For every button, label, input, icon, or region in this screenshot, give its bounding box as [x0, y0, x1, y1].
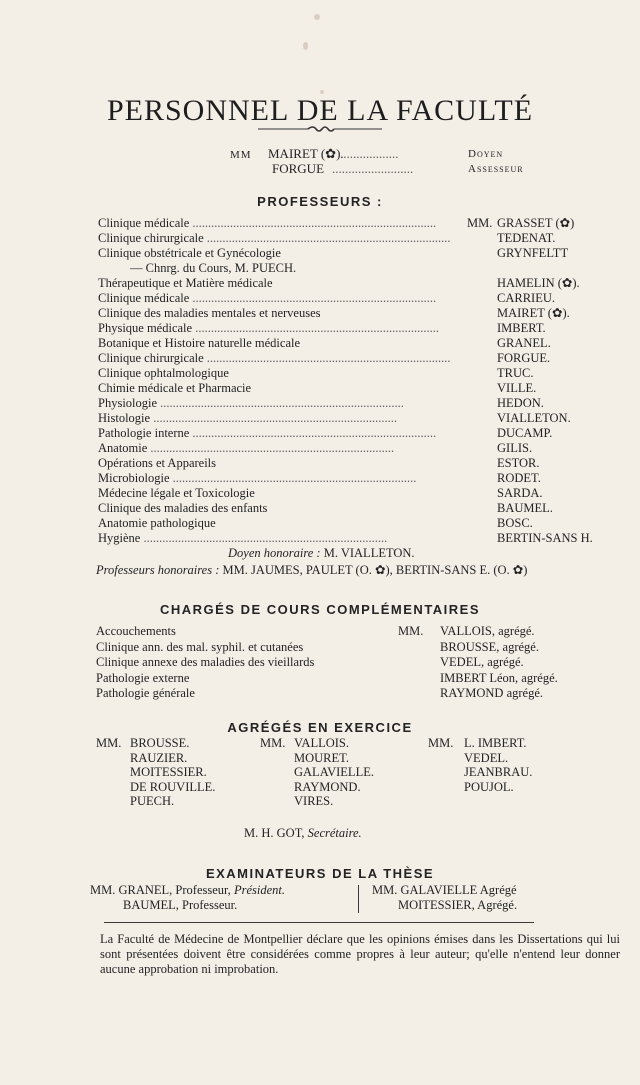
- course-label: Pathologie externe: [96, 670, 190, 685]
- mm-label: MM.: [467, 216, 493, 230]
- subject-label: Hygiène: [98, 531, 141, 545]
- subject-label: Opérations et Appareils: [98, 456, 217, 470]
- header-name-assesseur: FORGUE: [272, 161, 325, 176]
- leader-dots: ..............................................................................: [203, 351, 451, 365]
- subject-label: Microbiologie: [98, 471, 170, 485]
- agrege-name: BROUSSE.: [130, 736, 190, 750]
- subject-label: Clinique médicale: [98, 216, 190, 230]
- agreges-col-3: [428, 736, 532, 794]
- doyen-honoraire-label: Doyen honoraire :: [228, 546, 321, 560]
- leader-dots: ..............................................................................: [189, 216, 437, 230]
- professeurs-honoraires-names: MM. JAUMES, PAULET (O. ✿), BERTIN-SANS E. (O. ✿): [222, 563, 528, 577]
- agrege-name: L. IMBERT.: [464, 736, 527, 750]
- agrege-name: VIRES.: [294, 794, 334, 809]
- agrege-name: POUJOL.: [464, 779, 514, 794]
- professor-name: MAIRET (✿).: [497, 306, 570, 320]
- column-divider: [358, 885, 359, 913]
- subject-label: Clinique chirurgicale: [98, 231, 204, 245]
- agreges-col-1: [96, 736, 215, 809]
- page-title: PERSONNEL DE LA FACULTÉ: [106, 94, 534, 127]
- charge-name: IMBERT Léon, agrégé.: [440, 670, 558, 685]
- course-cell: [96, 655, 394, 670]
- subject-cell: [98, 366, 454, 381]
- subject-cell: [98, 381, 454, 396]
- subject-cell: [98, 306, 454, 321]
- subject-label: Anatomie: [98, 441, 148, 455]
- subject-label: Médecine légale et Toxicologie: [98, 486, 255, 500]
- leader-dots: ..............................................................................: [140, 531, 388, 545]
- agrege-name: DE ROUVILLE.: [130, 779, 216, 794]
- professor-name: HEDON.: [497, 396, 544, 410]
- agrege-name: RAUZIER.: [130, 750, 188, 765]
- secretaire-name: M. H. GOT,: [244, 826, 305, 840]
- subject-label: Clinique médicale: [98, 291, 190, 305]
- leader-dots: ..............................................................................: [157, 396, 404, 410]
- charge-name: VEDEL, agrégé.: [440, 655, 524, 669]
- mm-label: MM.: [96, 736, 122, 750]
- subject-label: Clinique des maladies mentales et nerveuses: [98, 306, 321, 320]
- secretaire-title: Secrétaire.: [307, 826, 362, 840]
- course-cell: [96, 686, 394, 701]
- subject-cell: [130, 261, 486, 276]
- professor-name: BOSC.: [497, 516, 533, 530]
- examinateur-name: MM. GRANEL, Professeur,: [90, 883, 231, 897]
- section-heading-agreges: AGRÉGÉS EN EXERCICE: [227, 720, 413, 735]
- subject-cell: [98, 231, 454, 246]
- subject-label: Clinique ophtalmologique: [98, 366, 229, 380]
- subject-cell: [98, 276, 454, 291]
- subject-cell: [98, 336, 454, 351]
- leader-dots: ..............................................................................: [203, 231, 451, 245]
- course-cell: [96, 640, 394, 655]
- leader-dots: ..............................................................................: [192, 321, 439, 335]
- leader-dots: ..............................................................................: [189, 291, 437, 305]
- subject-cell: [98, 441, 454, 456]
- professor-name: BAUMEL.: [497, 501, 553, 515]
- doyen-honoraire-name: M. VIALLETON.: [323, 546, 415, 560]
- stain-mark: [303, 42, 308, 50]
- subject-label: Physique médicale: [98, 321, 193, 335]
- examinateur-left-1: [90, 883, 285, 898]
- leader-dots: ..................: [340, 146, 399, 161]
- professor-name: VILLE.: [497, 381, 537, 395]
- professor-name: TEDENAT.: [497, 231, 556, 245]
- subject-label: — Chnrg. du Cours, M. PUECH.: [130, 261, 297, 275]
- course-cell: [96, 671, 394, 686]
- mm-label: MM.: [398, 624, 424, 638]
- horizontal-rule: [104, 922, 534, 923]
- course-label: Clinique annexe des maladies des vieillards: [96, 655, 315, 669]
- secretaire: [244, 826, 362, 841]
- subject-label: Anatomie pathologique: [98, 516, 216, 530]
- professor-name: BERTIN-SANS H.: [497, 531, 593, 545]
- charge-name: BROUSSE, agrégé.: [440, 639, 539, 654]
- subject-cell: [98, 351, 454, 366]
- professor-name: GRYNFELTT: [497, 246, 569, 260]
- course-label: Clinique ann. des mal. syphil. et cutanées: [96, 639, 304, 654]
- section-heading-examinateurs: EXAMINATEURS DE LA THÈSE: [205, 866, 435, 881]
- subject-label: Physiologie: [98, 396, 158, 410]
- professeurs-honoraires-label: Professeurs honoraires :: [96, 563, 220, 577]
- section-heading-professeurs: PROFESSEURS :: [257, 194, 383, 209]
- subject-label: Botanique et Histoire naturelle médicale: [98, 336, 301, 350]
- agrege-name: VALLOIS.: [294, 736, 349, 750]
- examinateur-left-2: BAUMEL, Professeur.: [123, 898, 238, 912]
- leader-dots: ..............................................................................: [169, 471, 417, 485]
- agrege-name: RAYMOND.: [294, 779, 361, 794]
- agreges-col-2: [260, 736, 374, 809]
- leader-dots: ..............................................................................: [147, 441, 395, 455]
- subject-cell: [98, 516, 454, 531]
- subject-cell: [98, 426, 454, 441]
- leader-dots: .........................: [332, 161, 414, 176]
- subject-cell: [98, 321, 454, 336]
- professor-name: CARRIEU.: [497, 291, 555, 305]
- leader-dots: ..............................................................................: [189, 426, 437, 440]
- charge-name: VALLOIS, agrégé.: [440, 624, 535, 638]
- leader-dots: ..............................................................................: [150, 411, 397, 425]
- course-label: Accouchements: [96, 624, 176, 638]
- subject-cell: [98, 246, 454, 261]
- professor-name: HAMELIN (✿).: [497, 276, 580, 290]
- professeurs-honoraires: [96, 562, 527, 578]
- charge-name: RAYMOND agrégé.: [440, 686, 543, 700]
- professor-name: VIALLETON.: [497, 411, 571, 425]
- subject-cell: [98, 216, 454, 231]
- header-role-assesseur: Assesseur: [468, 163, 524, 175]
- section-heading-charges: CHARGÉS DE COURS COMPLÉMENTAIRES: [159, 602, 481, 617]
- footnote: La Faculté de Médecine de Montpellier déclare que les opinions émises dans les Dissertations qui lui sont présentées doivent être considérées comme propres à leur auteur; qu'elle n'entend leur donner aucune approbation ni improbation.: [100, 932, 620, 976]
- course-label: Pathologie générale: [96, 686, 195, 700]
- professor-name: SARDA.: [497, 486, 543, 500]
- mm-label: MM.: [260, 736, 286, 750]
- professor-name: ESTOR.: [497, 456, 540, 470]
- subject-cell: [98, 501, 454, 516]
- professor-name: GRANEL.: [497, 336, 551, 350]
- agrege-name: PUECH.: [130, 794, 175, 809]
- examinateur-role: Président.: [233, 883, 285, 897]
- subject-label: Thérapeutique et Matière médicale: [98, 276, 273, 290]
- professor-name: TRUC.: [497, 366, 534, 380]
- agrege-name: MOITESSIER.: [130, 765, 207, 780]
- subject-cell: [98, 471, 454, 486]
- subject-cell: [98, 456, 454, 471]
- agrege-name: JEANBRAU.: [464, 765, 533, 780]
- subject-label: Clinique des maladies des enfants: [98, 501, 268, 515]
- agrege-name: VEDEL.: [464, 750, 509, 765]
- examinateur-right-2: MOITESSIER, Agrégé.: [398, 898, 518, 912]
- agrege-name: GALAVIELLE.: [294, 765, 374, 780]
- subject-label: Chimie médicale et Pharmacie: [98, 381, 252, 395]
- header-name-doyen: MAIRET (✿).: [268, 146, 344, 161]
- subject-cell: [98, 396, 454, 411]
- header-role-doyen: Doyen: [468, 148, 504, 160]
- agrege-name: MOURET.: [294, 750, 349, 765]
- subject-label: Pathologie interne: [98, 426, 190, 440]
- doyen-honoraire: [228, 546, 415, 561]
- course-cell: [96, 624, 394, 639]
- professor-name: DUCAMP.: [497, 426, 553, 440]
- subject-cell: [98, 411, 454, 426]
- mm-label: MM.: [428, 736, 454, 750]
- header-row-doyen: [230, 146, 252, 162]
- subject-cell: [98, 291, 454, 306]
- subject-cell: [98, 486, 454, 501]
- mm-label: MM: [230, 149, 252, 161]
- examinateur-right-1: MM. GALAVIELLE Agrégé: [372, 883, 517, 897]
- ornament-divider-icon: [258, 124, 382, 134]
- subject-label: Clinique chirurgicale: [98, 351, 204, 365]
- professor-name: GRASSET (✿): [497, 216, 575, 230]
- professor-name: GILIS.: [497, 441, 533, 455]
- subject-label: Clinique obstétricale et Gynécologie: [98, 246, 281, 260]
- professor-name: IMBERT.: [497, 321, 546, 335]
- stain-mark: [314, 14, 320, 20]
- subject-cell: [98, 531, 454, 546]
- subject-label: Histologie: [98, 411, 151, 425]
- professor-name: FORGUE.: [497, 351, 551, 365]
- professor-name: RODET.: [497, 471, 541, 485]
